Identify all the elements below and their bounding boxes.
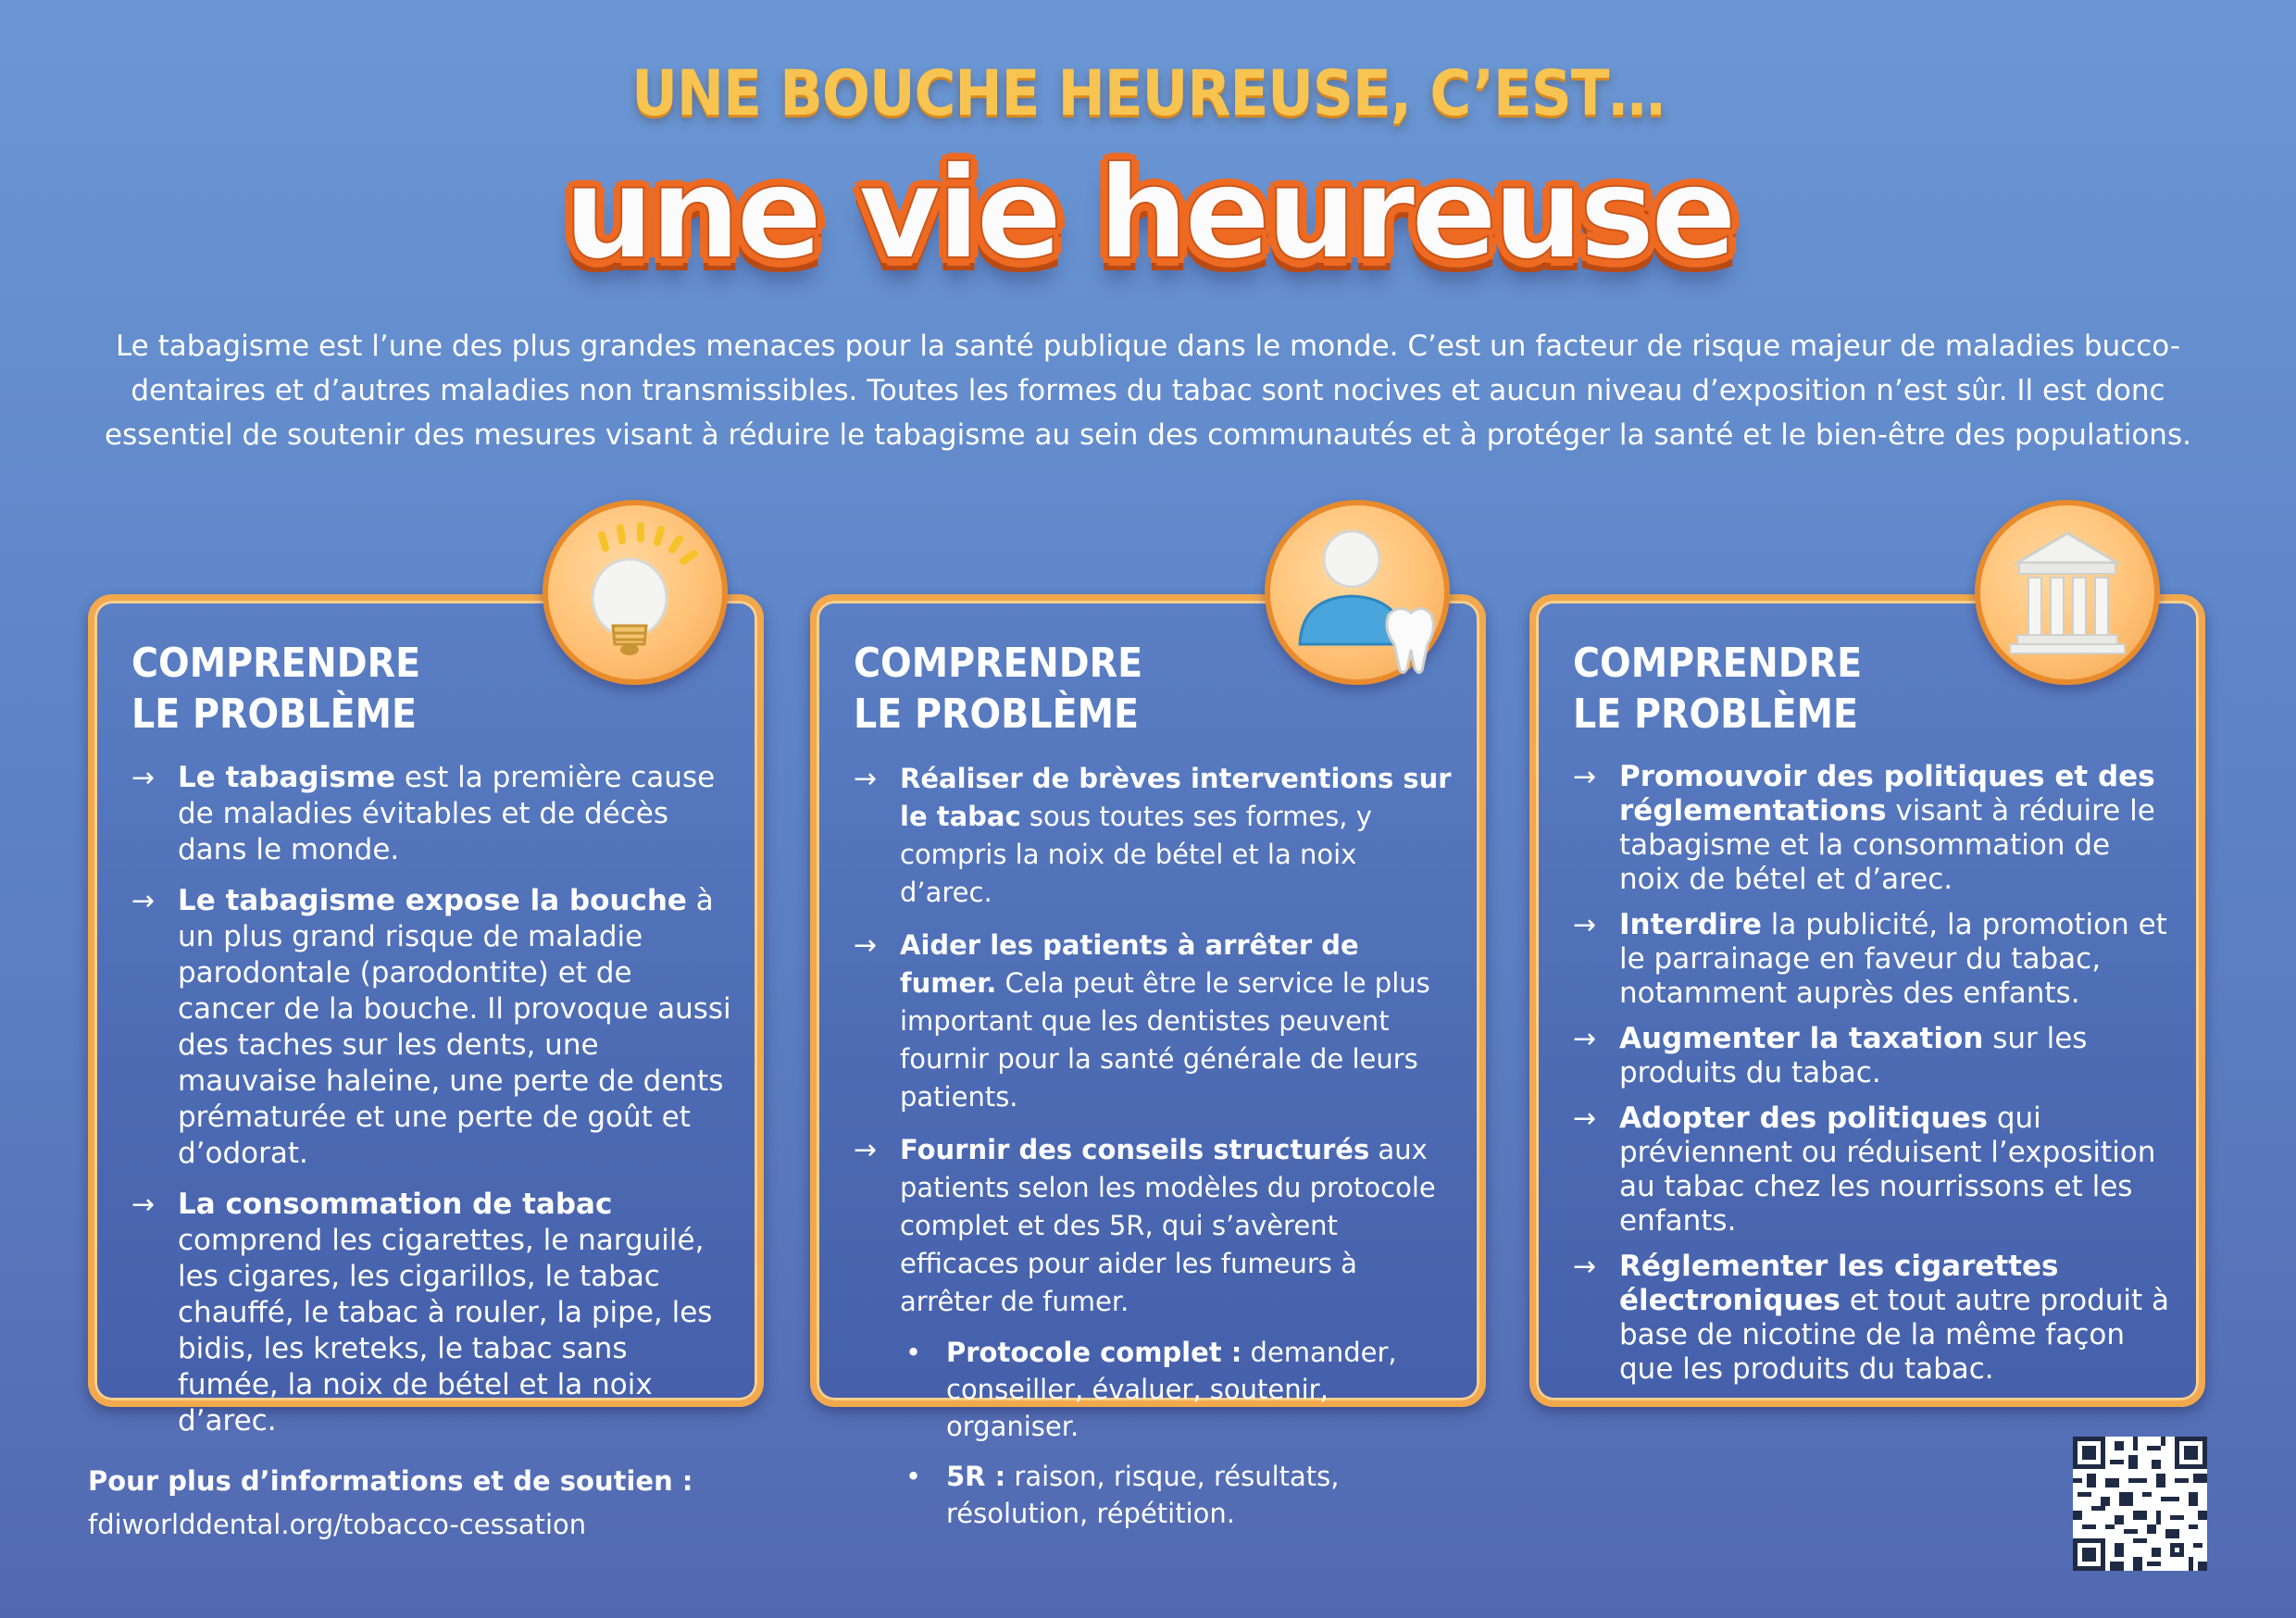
header-kicker: UNE BOUCHE HEUREUSE, C’EST… (631, 57, 1665, 131)
dentist-tooth-icon (1265, 500, 1450, 685)
list-item: → Réglementer les cigarettes électroniques et tout autre produit à base de nicotine de la même façon que les produits du tabac. (1573, 1250, 2170, 1386)
arrow-icon: → (854, 1134, 878, 1166)
footer-link[interactable]: fdiworlddental.org/tobacco-cessation (88, 1509, 587, 1540)
list-item: → La consommation de tabac comprend les cigarettes, le narguilé, les cigares, les cigarillos, le tabac chauffé, le tabac à rouler, la pipe, les bidis, les kreteks, le tabac sans fumée, la noix de bétel et la noix d’arec. (131, 1188, 713, 1438)
card-2 (810, 594, 1486, 1529)
list-item: → Aider les patients à arrêter de fumer. Cela peut être le service le plus important que les dentistes peuvent fournir pour la santé générale de leurs patients. (854, 927, 1454, 1116)
arrow-icon: → (131, 762, 156, 794)
list-item: → Interdire la publicité, la promotion et le parrainage en faveur du tabac, notamment auprès des enfants. (1573, 908, 2167, 1010)
arrow-icon: → (854, 763, 878, 795)
arrow-icon: → (1573, 1023, 1597, 1055)
arrow-icon: → (1573, 761, 1597, 793)
headline: une vie heureuse (563, 139, 1733, 288)
arrow-icon: → (131, 1189, 156, 1221)
arrow-icon: → (1573, 1102, 1597, 1135)
arrow-icon: → (131, 885, 156, 917)
lightbulb-icon (543, 500, 728, 685)
list-item: → Fournir des conseils structurés aux patients selon les modèles du protocole complet et des 5R, qui s’avèrent efficaces pour aider les fumeurs à arrêter de fumer. • Protocole complet : demander, conseiller, évaluer, soutenir, organiser. • 5R : raison, risque, résultats, résolution, répétition. (854, 1131, 1454, 1532)
card-3 (1529, 594, 2205, 1407)
bullet-icon: • (905, 1461, 922, 1492)
arrow-icon: → (854, 929, 878, 962)
arrow-icon: → (1573, 909, 1597, 941)
card-list (131, 760, 731, 1454)
card-list (1573, 760, 2173, 1398)
qr-code-icon (2073, 1437, 2207, 1571)
list-item: → Le tabagisme est la première cause de maladies évitables et de décès dans le monde. (131, 761, 716, 866)
sub-list-item: • 5R : raison, risque, résultats, résolution, répétition. (900, 1458, 1454, 1532)
list-item: → Réaliser de brèves interventions sur le tabac sous toutes ses formes, y compris la noix de bétel et la noix d’arec. (854, 760, 1454, 912)
card-title: COMPRENDRE LE PROBLÈME (854, 640, 1143, 738)
government-building-icon (1975, 500, 2160, 685)
bullet-icon: • (905, 1337, 922, 1368)
list-item: → Augmenter la taxation sur les produits du tabac. (1573, 1022, 2088, 1089)
sub-list-item: • Protocole complet : demander, conseiller, évaluer, soutenir, organiser. (900, 1334, 1454, 1445)
card-title: COMPRENDRE LE PROBLÈME (131, 640, 421, 738)
list-item: → Le tabagisme expose la bouche à un plus grand risque de maladie parodontale (parodontite) et de cancer de la bouche. Il provoque aussi des taches sur les dents, une mauvaise haleine, une perte de dents prématurée et une perte de goût et d’odorat. (131, 884, 731, 1170)
card-1 (88, 594, 764, 1438)
list-item: → Promouvoir des politiques et des réglementations visant à réduire le tabagisme et la consommation de noix de bétel et d’arec. (1573, 760, 2155, 896)
card-list (854, 760, 1454, 1547)
intro-paragraph: Le tabagisme est l’une des plus grandes menaces pour la santé publique dans le monde. C’est un facteur de risque majeur de maladies bucco-dentaires et d’autres maladies non transmissibles. Toutes les formes du tabac sont nocives et aucun niveau d’exposition n’est sûr. Il est donc essentiel de soutenir des mesures visant à réduire le tabagisme au sein des communautés et à protéger la santé et le bien-être des populations. (105, 330, 2191, 452)
footer-label: Pour plus d’informations et de soutien : (88, 1465, 693, 1497)
card-title: COMPRENDRE LE PROBLÈME (1573, 640, 1863, 738)
arrow-icon: → (1573, 1251, 1597, 1283)
list-item: → Adopter des politiques qui préviennent ou réduisent l’exposition au tabac chez les nourrissons et les enfants. (1573, 1101, 2156, 1238)
